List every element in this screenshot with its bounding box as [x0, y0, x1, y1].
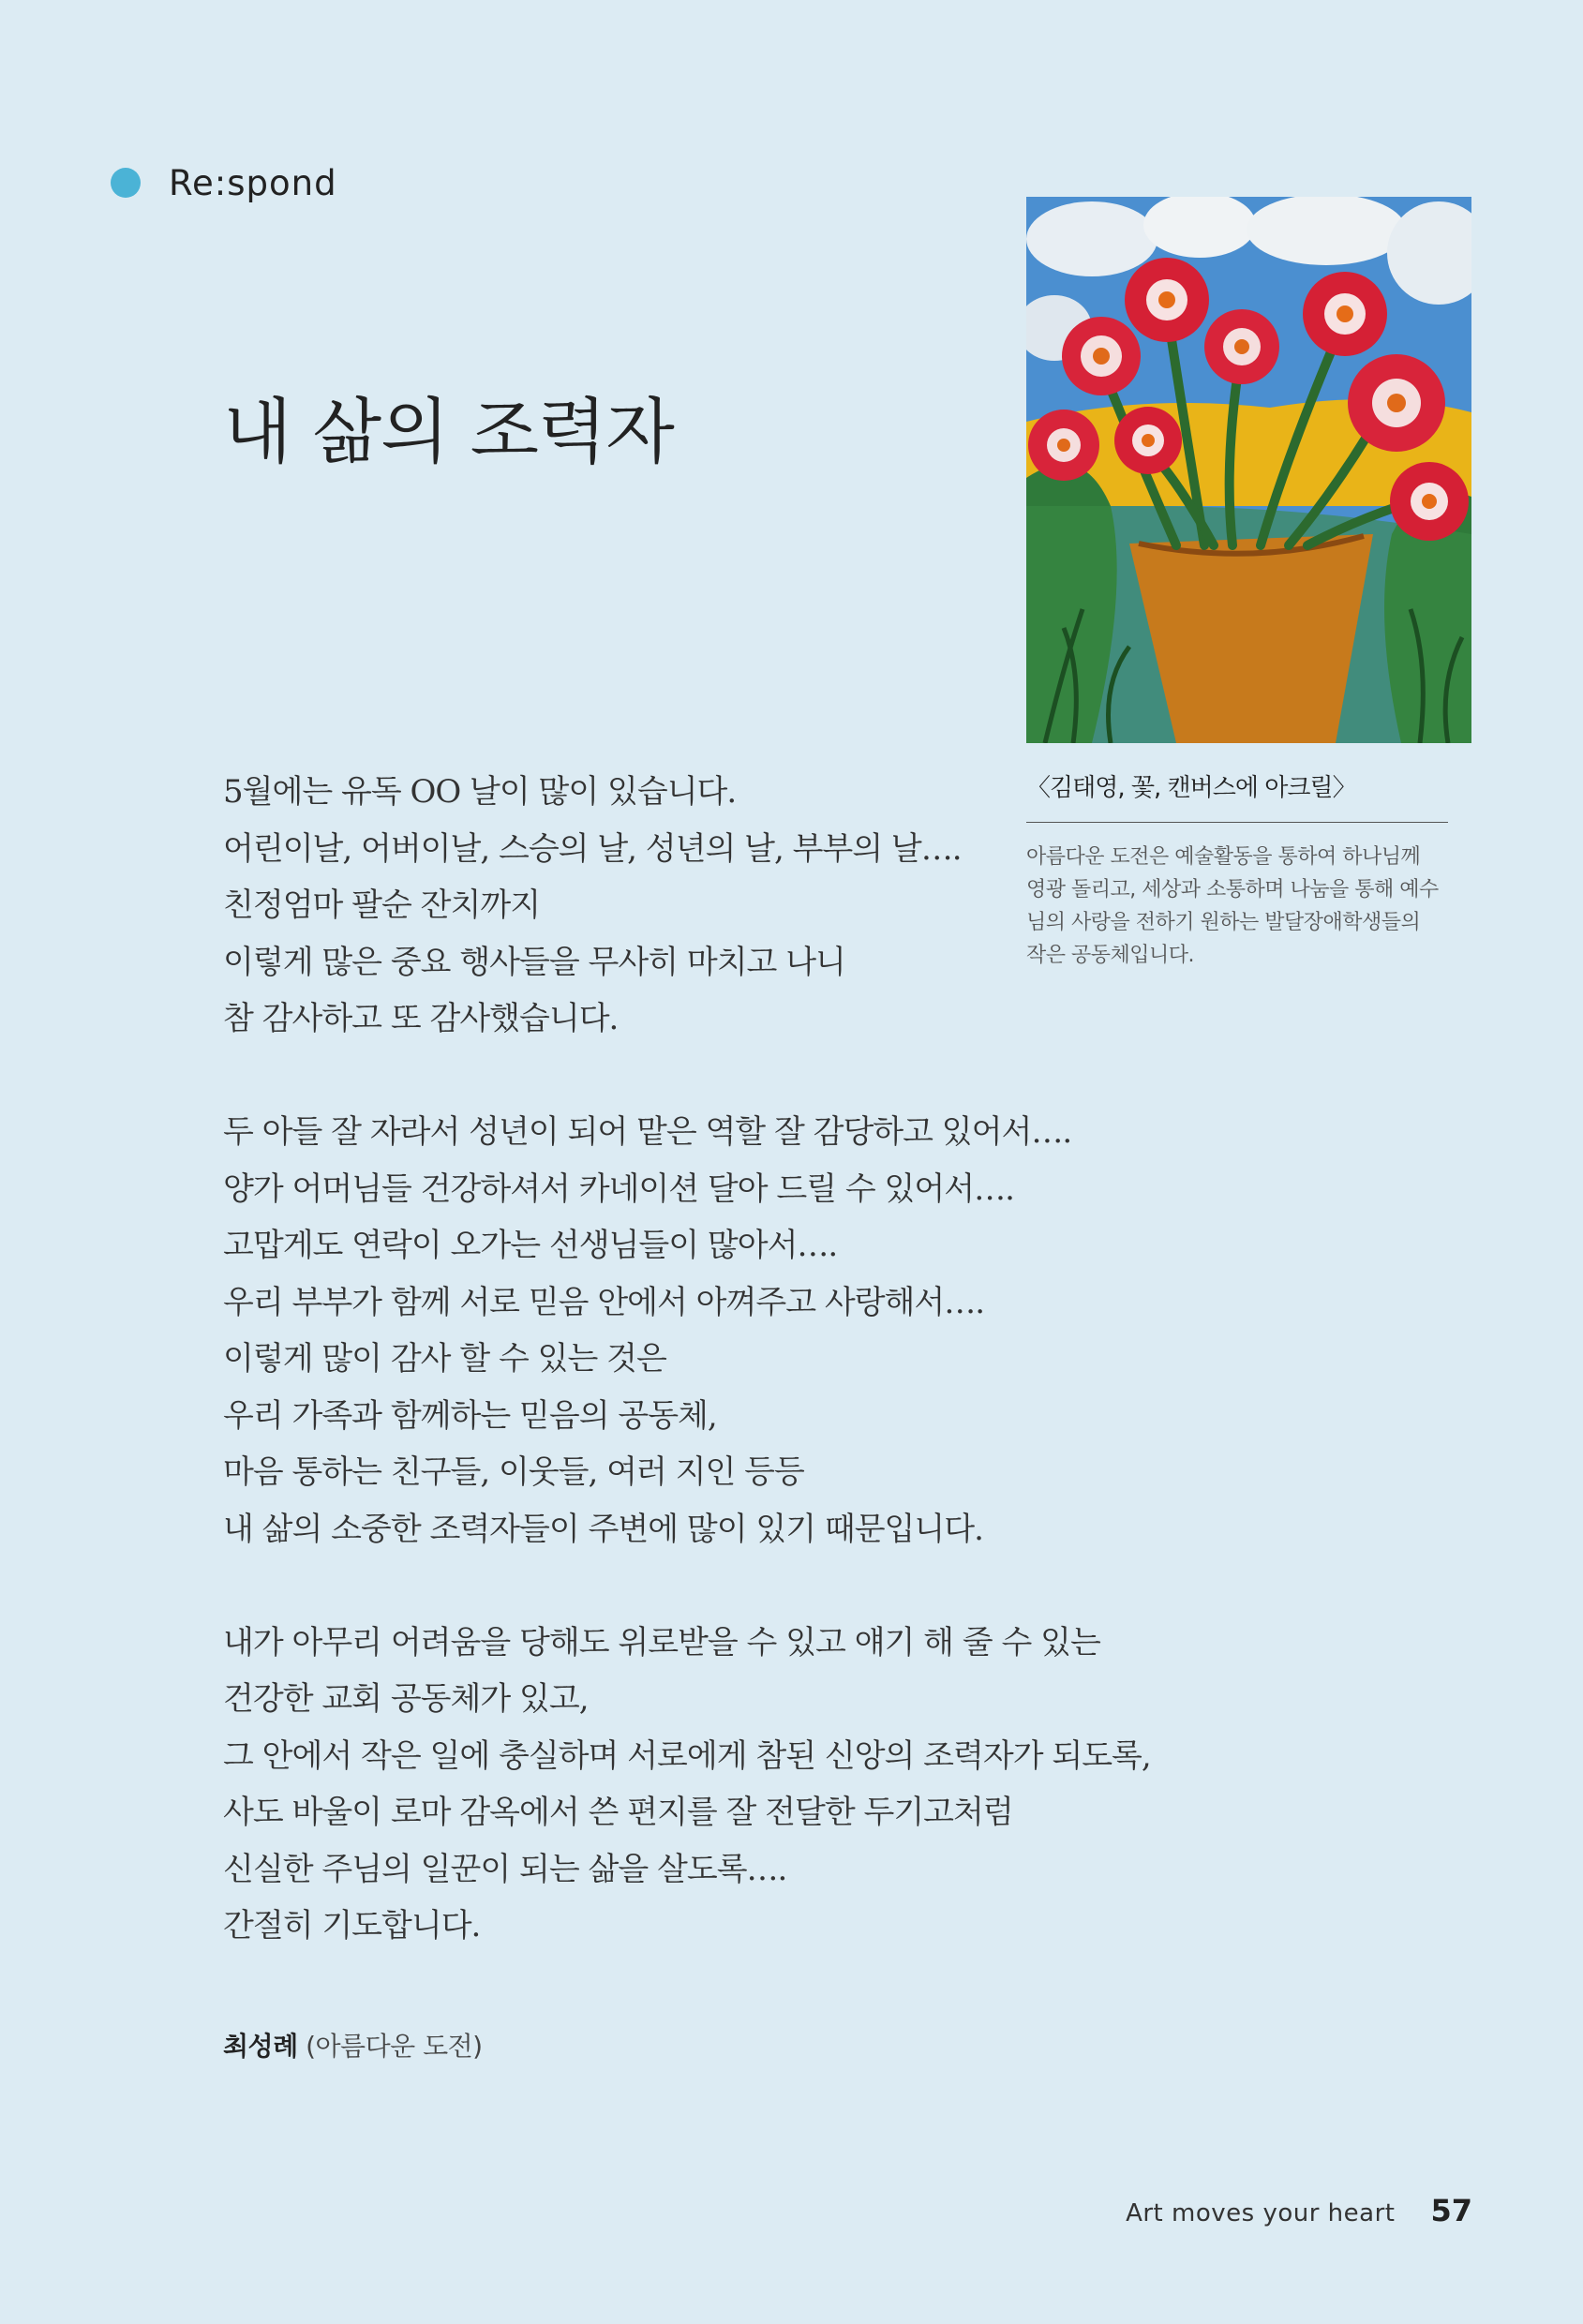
poem-line: 우리 가족과 함께하는 믿음의 공동체,	[223, 1396, 717, 1435]
page-footer	[1126, 2193, 1472, 2228]
section-tag-label: Re:spond	[169, 162, 337, 203]
poem-line: 내가 아무리 어려움을 당해도 위로받을 수 있고 얘기 해 줄 수 있는	[223, 1623, 1100, 1661]
flower-painting-image	[1026, 197, 1471, 743]
poem-line: 5월에는 유독 OO 날이 많이 있습니다.	[223, 773, 737, 811]
author-affiliation: (아름다운 도전)	[306, 2031, 483, 2062]
poem-line: 마음 통하는 친구들, 이웃들, 여러 지인 등등	[223, 1453, 804, 1491]
poem-body	[223, 764, 1160, 2011]
footer-tagline: Art moves your heart	[1126, 2199, 1396, 2227]
poem-line: 고맙게도 연락이 오가는 선생님들이 많아서….	[223, 1227, 838, 1264]
caption-line: 아름다운 도전은 예술활동을 통하여 하나님께	[1026, 845, 1421, 869]
caption-line: 님의 사랑을 전하기 원하는 발달장애학생들의	[1026, 911, 1421, 934]
poem-line: 우리 부부가 함께 서로 믿음 안에서 아껴주고 사랑해서….	[223, 1283, 985, 1321]
stanza	[223, 1615, 1160, 1955]
author-name: 최성례	[223, 2031, 298, 2062]
page-number: 57	[1430, 2193, 1472, 2228]
artwork-caption-title: 〈김태영, 꽃, 캔버스에 아크릴〉	[1026, 774, 1356, 802]
stanza	[223, 764, 1160, 1048]
poem-line: 내 삶의 소중한 조력자들이 주변에 많이 있기 때문입니다.	[223, 1510, 983, 1548]
caption-line: 영광 돌리고, 세상과 소통하며 나눔을 통해 예수	[1026, 878, 1439, 901]
page-title: 내 삶의 조력자	[223, 390, 674, 473]
poem-line: 참 감사하고 또 감사했습니다.	[223, 1000, 619, 1037]
poem-line: 양가 어머님들 건강하셔서 카네이션 달아 드릴 수 있어서….	[223, 1169, 1014, 1208]
author-credit	[223, 2026, 483, 2063]
poem-line: 이렇게 많이 감사 할 수 있는 것은	[223, 1340, 666, 1378]
poem-line: 그 안에서 작은 일에 충실하며 서로에게 참된 신앙의 조력자가 되도록,	[223, 1736, 1151, 1775]
stanza	[223, 1104, 1160, 1557]
poem-line: 친정엄마 팔순 잔치까지	[223, 886, 541, 924]
poem-line: 이렇게 많은 중요 행사들을 무사히 마치고 나니	[223, 943, 845, 981]
poem-line: 신실한 주님의 일꾼이 되는 삶을 살도록….	[223, 1850, 787, 1888]
poem-line: 어린이날, 어버이날, 스승의 날, 성년의 날, 부부의 날….	[223, 829, 962, 868]
poem-line: 사도 바울이 로마 감옥에서 쓴 편지를 잘 전달한 두기고처럼	[223, 1794, 1013, 1831]
caption-line: 작은 공동체입니다.	[1026, 944, 1195, 967]
poem-line: 간절히 기도합니다.	[223, 1907, 481, 1944]
poem-line: 건강한 교회 공동체가 있고,	[223, 1680, 589, 1718]
section-tag	[111, 159, 337, 206]
poem-line: 두 아들 잘 자라서 성년이 되어 맡은 역할 잘 감당하고 있어서….	[223, 1113, 1072, 1151]
section-dot-icon	[111, 168, 141, 198]
